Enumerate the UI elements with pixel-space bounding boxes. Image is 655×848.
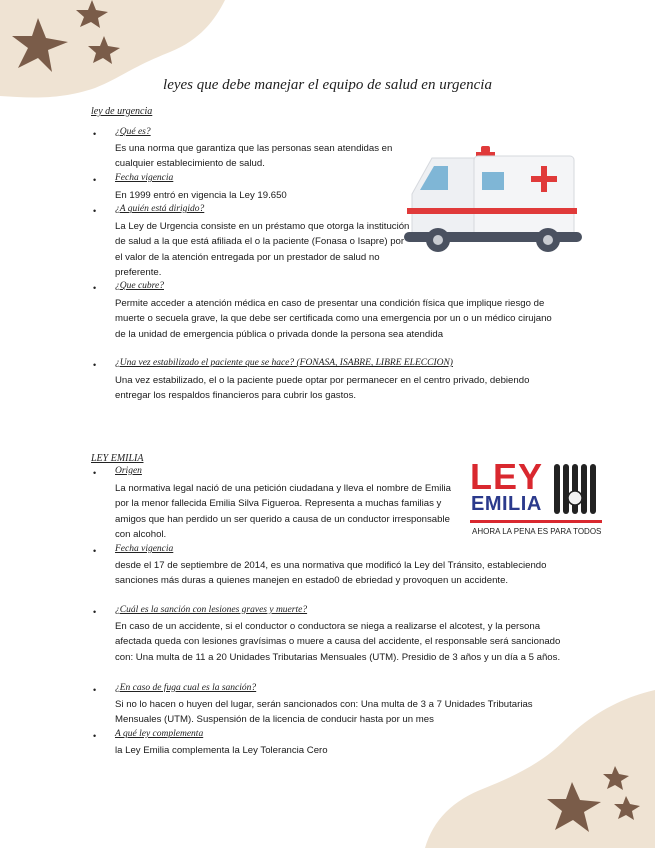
bullet-icon: • (93, 283, 97, 293)
question-fuga: ¿En caso de fuga cual es la sanción? (115, 683, 257, 693)
answer-complementa: la Ley Emilia complementa la Ley Tolerancia Cero (115, 745, 328, 756)
section-heading-ley-urgencia: ley de urgencia (91, 106, 153, 117)
ley-emilia-logo (470, 456, 605, 542)
question-fecha-vigencia: Fecha vigencia (115, 173, 174, 183)
bullet-icon: • (93, 360, 97, 370)
question-sancion-lesiones: ¿Cuál es la sanción con lesiones graves y muerte? (115, 605, 308, 615)
bars-icon (552, 464, 602, 516)
bullet-icon: • (93, 685, 97, 695)
question-origen: Origen (115, 466, 142, 476)
bullet-icon: • (93, 731, 97, 741)
answer-a-quien: La Ley de Urgencia consiste en un préstamo que otorga la institución de salud a la que está afiliada el o la paciente (Fonasa o Isapre) por el valor de la atención entregada por un prestador de salud no preferente. (115, 221, 410, 279)
question-complementa: A qué ley complementa (115, 729, 204, 739)
bullet-icon: • (93, 206, 97, 216)
question-que-es: ¿Qué es? (115, 127, 151, 137)
question-estabilizado: ¿Una vez estabilizado el paciente que se hace? (FONASA, ISABRE, LIBRE ELECCION) (115, 358, 453, 368)
answer-que-cubre: Permite acceder a atención médica en caso de presentar una condición física que implique riesgo de muerte o secuela grave, la que debe ser certificada como una emergencia por un o un médico cirujano de la unidad de emergencia pública o privada donde la persona sea atendida (115, 298, 552, 340)
bullet-icon: • (93, 175, 97, 185)
question-fecha-vigencia-emilia: Fecha vigencia (115, 544, 174, 554)
answer-fecha-vigencia-emilia: desde el 17 de septiembre de 2014, es una normativa que modificó la Ley del Tránsito, estableciendo sanciones más duras a quienes manejen en estado0 de ebriedad y provoquen un accidente. (115, 560, 547, 587)
logo-emilia-text: EMILIA (471, 493, 542, 515)
bullet-icon: • (93, 468, 97, 478)
bullet-icon: • (93, 129, 97, 139)
question-que-cubre: ¿Que cubre? (115, 281, 164, 291)
answer-estabilizado: Una vez estabilizado, el o la paciente puede optar por permanecer en el centro privado, debiendo entregar los respaldos financieros para cubrir los gastos. (115, 375, 530, 402)
bullet-icon: • (93, 607, 97, 617)
section-heading-ley-emilia: LEY EMILIA (91, 453, 144, 464)
page-title: leyes que debe manejar el equipo de salud en urgencia (163, 77, 492, 93)
logo-ley-text: LEY (470, 456, 544, 497)
answer-fecha-vigencia: En 1999 entró en vigencia la Ley 19.650 (115, 190, 287, 201)
answer-que-es: Es una norma que garantiza que las personas sean atendidas en cualquier establecimiento de salud. (115, 143, 393, 170)
question-a-quien: ¿A quién está dirigido? (115, 204, 205, 214)
bullet-icon: • (93, 546, 97, 556)
ambulance-icon (404, 144, 584, 256)
answer-sancion-lesiones: En caso de un accidente, si el conductor o conductora se niega a realizarse el alcotest, y la persona afectada queda con lesiones gravísimas o muere a causa del accidente, el responsable será sancionado con: Una multa de 11 a 20 Unidades Tributarias Mensuales (UTM). Presidio de 3 años y un día a 5 años. (115, 621, 561, 663)
logo-tagline: AHORA LA PENA ES PARA TODOS (472, 527, 602, 536)
answer-origen: La normativa legal nació de una petición ciudadana y lleva el nombre de Emilia por la menor fallecida Emilia Silva Figueroa. Representa a muchas familias y amigos que han perdido un ser querido a causa de un conductor irresponsable con alcohol. (115, 483, 451, 541)
answer-fuga: Si no lo hacen o huyen del lugar, serán sancionados con: Una multa de 3 a 7 Unidades Tributarias Mensuales (UTM). Suspensión de la licencia de conducir hasta por un mes (115, 699, 533, 726)
